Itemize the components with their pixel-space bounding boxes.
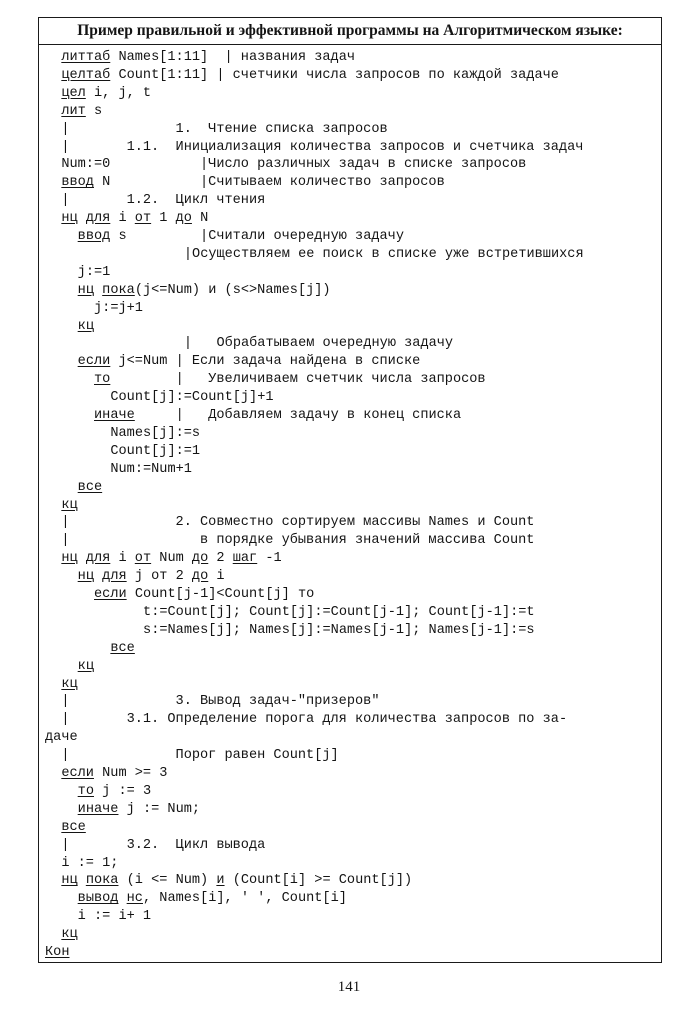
keyword: шаг (232, 551, 258, 567)
keyword: то (94, 372, 111, 388)
code-text: | 3.1. Определение порога для количества запросов по за- (61, 712, 568, 728)
code-line (110, 639, 134, 659)
code-text: | Обрабатываем очередную задачу (183, 336, 454, 352)
keyword: для (85, 211, 111, 227)
code-text (94, 283, 102, 298)
code-line (110, 460, 192, 480)
keyword: от (134, 211, 152, 227)
keyword: от (134, 551, 152, 567)
keyword: ввод (61, 175, 94, 191)
code-text: Num (151, 551, 192, 567)
code-text: i, j, t (85, 85, 152, 101)
page-number: 141 (337, 979, 361, 995)
code-text: | Добавляем задачу в конец списка (134, 408, 462, 423)
keyword: нц (77, 569, 94, 585)
code-text (78, 551, 86, 566)
keyword: цел (61, 85, 86, 101)
keyword: иначе (94, 408, 135, 423)
code-text: s (85, 103, 103, 119)
code-text: i := 1; (61, 855, 119, 871)
keyword: кц (61, 497, 78, 513)
keyword: литтаб (61, 50, 111, 65)
code-text: s |Считали очередную задачу (110, 229, 404, 244)
code-text: Names[j]:=s (110, 425, 201, 441)
keyword: для (85, 551, 111, 567)
keyword: все (61, 819, 86, 835)
keyword: пока (85, 873, 119, 889)
code-text: | 3.2. Цикл вывода (61, 837, 266, 853)
code-text: (j<=Num) и (s<>Names[j]) (134, 282, 331, 298)
keyword: все (110, 640, 135, 656)
keyword: вывод (77, 891, 119, 907)
code-text: j := Num; (118, 801, 201, 817)
code-text: s:=Names[j]; Names[j]:=Names[j-1]; Names[j-1]:=s (143, 622, 535, 638)
keyword: до (175, 211, 192, 227)
keyword: кц (61, 927, 78, 943)
keyword: нц (61, 211, 78, 227)
code-text (78, 873, 86, 888)
code-text: (i <= Num) (118, 873, 217, 889)
code-text: t:=Count[j]; Count[j]:=Count[j-1]; Count[j-1]:=t (143, 604, 535, 620)
code-text: j:=1 (77, 264, 111, 280)
keyword: пока (102, 282, 135, 298)
code-text: Num:=0 |Число различных задач в списке запросов (61, 157, 527, 173)
keyword: целтаб (61, 67, 111, 83)
code-text: j := 3 (94, 783, 152, 799)
code-text: i (110, 551, 135, 567)
keyword: нц (61, 873, 78, 889)
code-text: i := i+ 1 (77, 909, 152, 925)
keyword: нц (61, 551, 78, 567)
code-text: Count[1:11] | счетчики числа запросов по каждой задаче (110, 67, 559, 83)
code-text: N (191, 211, 209, 227)
code-text: даче (45, 730, 78, 746)
code-text: j<=Num | Если задача найдена в списке (110, 354, 421, 370)
keyword: ввод (77, 229, 111, 244)
keyword: и (216, 873, 225, 889)
keyword: для (102, 569, 127, 585)
code-line (78, 317, 94, 337)
keyword: Кон (45, 945, 70, 960)
code-text: , Names[i], ' ', Count[i] (142, 891, 347, 907)
code-text: Count[j]:=1 (110, 443, 201, 459)
code-text (78, 211, 86, 226)
code-line (94, 299, 143, 319)
code-text: | Увеличиваем счетчик числа запросов (110, 372, 486, 388)
code-text: N |Считываем количество запросов (93, 175, 445, 191)
code-line (184, 245, 584, 265)
code-text: i (110, 211, 135, 227)
code-text: Num:=Num+1 (110, 461, 192, 477)
code-text: Count[j]:=Count[j]+1 (110, 390, 274, 406)
keyword: нц (77, 282, 94, 298)
keyword: кц (77, 318, 94, 334)
program-frame (38, 17, 662, 963)
keyword: все (77, 479, 103, 495)
code-line (78, 800, 200, 820)
code-line (78, 478, 102, 498)
code-text: -1 (257, 551, 282, 567)
document-title: Пример правильной и эффективной программы на Алгоритмическом языке: (39, 18, 661, 45)
code-text: j:=j+1 (94, 300, 143, 316)
code-text: Count[j-1]<Count[j] то (126, 587, 315, 602)
code-text: Names[1:11] | названия задач (110, 50, 356, 65)
keyword: кц (61, 676, 78, 692)
code-line (61, 710, 567, 730)
code-text (118, 891, 126, 906)
code-text: | 1.1. Инициализация количества запросов и счетчика задач (61, 139, 584, 155)
code-text: |Осуществляем ее поиск в списке уже встретившихся (183, 246, 584, 262)
code-text: | 2. Совместно сортируем массивы Names и Count (61, 515, 535, 531)
keyword: то (77, 783, 94, 799)
keyword: лит (61, 103, 86, 119)
code-text: j от 2 (126, 569, 192, 585)
code-text: 1 (151, 211, 176, 227)
keyword: если (94, 587, 127, 602)
code-text: | 1. Чтение списка запросов (61, 121, 388, 137)
code-text: | Порог равен Count[j] (61, 748, 339, 764)
code-line (78, 657, 94, 677)
code-text: Num >= 3 (93, 766, 168, 781)
code-line (78, 907, 151, 927)
code-text: | 3. Вывод задач-"призеров" (61, 694, 380, 710)
keyword: до (191, 551, 209, 567)
code-text: | 1.2. Цикл чтения (61, 193, 266, 209)
keyword: нс (126, 891, 143, 907)
code-line (143, 621, 535, 641)
code-text: i (208, 569, 225, 585)
keyword: кц (77, 658, 94, 674)
keyword: иначе (77, 801, 119, 817)
code-text (94, 569, 102, 584)
keyword: если (77, 354, 111, 370)
code-text: 2 (208, 551, 233, 567)
keyword: до (191, 569, 209, 585)
keyword: если (61, 766, 94, 781)
code-line (45, 943, 69, 963)
code-text: (Count[i] >= Count[j]) (224, 873, 413, 889)
code-text: | в порядке убывания значений массива Count (61, 533, 535, 549)
